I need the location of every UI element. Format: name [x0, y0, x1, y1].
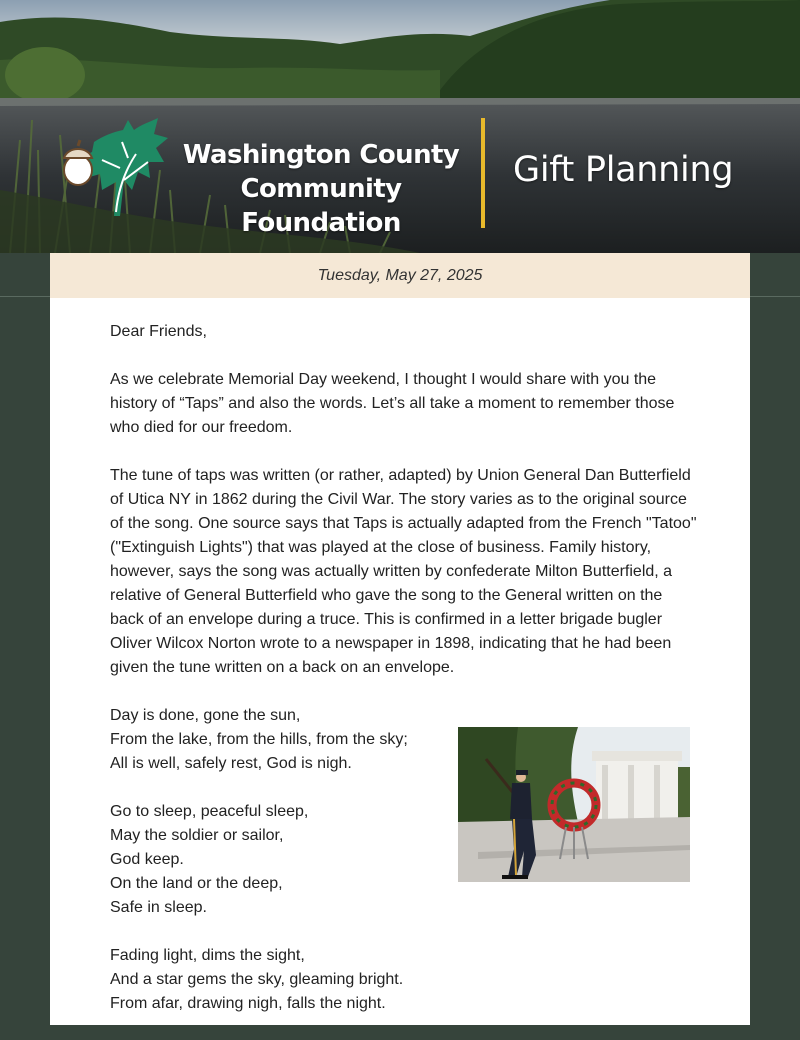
letter-body: [110, 320, 700, 704]
greeting: Dear Friends,: [110, 323, 207, 340]
poem-stanza: [110, 944, 450, 1016]
poem-line: And a star gems the sky, gleaming bright.: [110, 971, 404, 988]
poem-line: Safe in sleep.: [110, 899, 207, 916]
paragraph-history: The tune of taps was written (or rather, adapted) by Union General Dan Butterfield of Utica NY in 1862 during the Civil War. The story varies as to the original source of the song. One source says that Taps is actually adapted from the French "Tatoo" ("Extinguish Lights") that was played at the close of business. Family history, however, says the song was actually written by confederate Milton Butterfield, a relative of General Butterfield who gave the song to the General written on the back of an envelope during a truce. This is confirmed in a letter brigade bugler Oliver Wilcox Norton wrote to a newspaper in 1898, indicating that he had been given the tune written on a back on an envelope.: [110, 467, 697, 676]
header-banner: [0, 0, 800, 253]
poem-line: God keep.: [110, 851, 184, 868]
organization-name: [170, 138, 472, 240]
org-name-line2: Community Foundation: [240, 174, 402, 238]
poem-stanza: [110, 704, 450, 776]
email-content: [50, 253, 750, 1025]
org-name-line1: Washington County: [182, 140, 460, 170]
paragraph-intro: As we celebrate Memorial Day weekend, I thought I would share with you the history of “Taps” and also the words. Let’s all take a moment to remember those who died for our freedom.: [110, 371, 675, 436]
poem-line: From afar, drawing nigh, falls the night.: [110, 995, 386, 1012]
date-text: Tuesday, May 27, 2025: [317, 267, 483, 284]
poem-line: On the land or the deep,: [110, 875, 283, 892]
leaf-acorn-logo-icon: [58, 112, 173, 224]
poem-line: All is well, safely rest, God is nigh.: [110, 755, 352, 772]
poem-line: May the soldier or sailor,: [110, 827, 284, 844]
taps-poem: [110, 704, 450, 1040]
poem-line: From the lake, from the hills, from the sky;: [110, 731, 408, 748]
poem-line: Day is done, gone the sun,: [110, 707, 301, 724]
title-divider: [481, 118, 485, 228]
poem-stanza: [110, 800, 450, 920]
poem-line: Fading light, dims the sight,: [110, 947, 305, 964]
poem-line: Go to sleep, peaceful sleep,: [110, 803, 309, 820]
section-title: Gift Planning: [513, 150, 734, 190]
date-bar: [50, 253, 750, 298]
tomb-guard-photo: [458, 727, 690, 882]
